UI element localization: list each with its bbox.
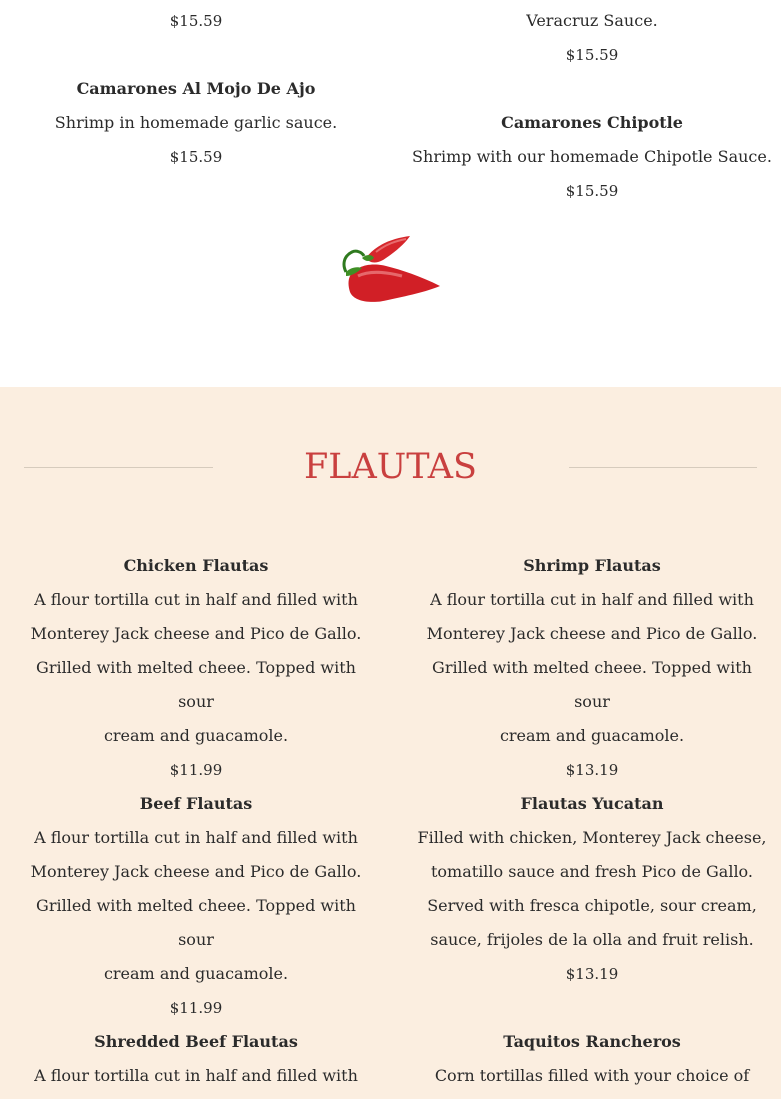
item-description-line: cream and guacamole. — [499, 726, 685, 745]
item-description-line: A flour tortilla cut in half and filled with — [430, 590, 754, 609]
item-description: Veracruz Sauce. — [526, 11, 658, 30]
top-menu-section — [0, 0, 781, 387]
item-name: Beef Flautas — [139, 794, 253, 813]
red-chili-pepper-icon — [336, 232, 446, 310]
item-price: $13.19 — [565, 761, 619, 779]
item-description-line: A flour tortilla cut in half and filled with — [34, 590, 358, 609]
item-name: Camarones Al Mojo De Ajo — [76, 79, 316, 98]
section-title: FLAUTAS — [304, 447, 477, 487]
item-description-line: Monterey Jack cheese and Pico de Gallo. — [426, 624, 758, 643]
item-description: Shrimp with our homemade Chipotle Sauce. — [412, 147, 772, 166]
item-description-line: Grilled with melted cheee. Topped with sour — [36, 658, 356, 711]
item-price: $15.59 — [169, 12, 223, 30]
item-description-line: Served with fresca chipotle, sour cream, — [427, 896, 757, 915]
flautas-section — [0, 387, 781, 1099]
item-description-line: Filled with chicken, Monterey Jack cheese, — [417, 828, 767, 847]
item-description-line: Monterey Jack cheese and Pico de Gallo. — [30, 624, 362, 643]
item-price: $15.59 — [169, 148, 223, 166]
item-price: $15.59 — [565, 46, 619, 64]
item-name: Shrimp Flautas — [523, 556, 661, 575]
menu-item-beef-flautas — [21, 787, 371, 1025]
menu-item-taquitos-rancheros — [417, 1025, 767, 1093]
item-name: Camarones Chipotle — [501, 113, 683, 132]
item-price: $11.99 — [169, 761, 223, 779]
menu-item-partial-left — [16, 4, 376, 38]
menu-item-camarones-al-mojo-de-ajo — [16, 72, 376, 174]
menu-item-shrimp-flautas — [417, 549, 767, 787]
item-name: Taquitos Rancheros — [503, 1032, 681, 1051]
item-description-line: Corn tortillas filled with your choice of — [434, 1066, 750, 1085]
menu-item-partial-right — [412, 4, 772, 72]
item-name: Shredded Beef Flautas — [94, 1032, 298, 1051]
item-description-line: Grilled with melted cheee. Topped with sour — [36, 896, 356, 949]
item-description-line: tomatillo sauce and fresh Pico de Gallo. — [430, 862, 753, 881]
item-description-line: cream and guacamole. — [103, 726, 289, 745]
item-price: $13.19 — [565, 965, 619, 983]
item-description-line: Monterey Jack cheese and Pico de Gallo. — [30, 862, 362, 881]
item-name: Flautas Yucatan — [520, 794, 664, 813]
item-price: $11.99 — [169, 999, 223, 1017]
menu-item-camarones-chipotle — [412, 106, 772, 208]
item-price: $15.59 — [565, 182, 619, 200]
item-description-line: A flour tortilla cut in half and filled with — [34, 828, 358, 847]
item-name: Chicken Flautas — [123, 556, 269, 575]
item-description: Shrimp in homemade garlic sauce. — [54, 113, 338, 132]
item-description-line: Grilled with melted cheee. Topped with sour — [432, 658, 752, 711]
menu-item-shredded-beef-flautas — [21, 1025, 371, 1093]
menu-item-flautas-yucatan — [417, 787, 767, 991]
item-description-line: A flour tortilla cut in half and filled with — [34, 1066, 358, 1085]
menu-item-chicken-flautas — [21, 549, 371, 787]
item-description-line: cream and guacamole. — [103, 964, 289, 983]
item-description-line: sauce, frijoles de la olla and fruit relish. — [430, 930, 754, 949]
